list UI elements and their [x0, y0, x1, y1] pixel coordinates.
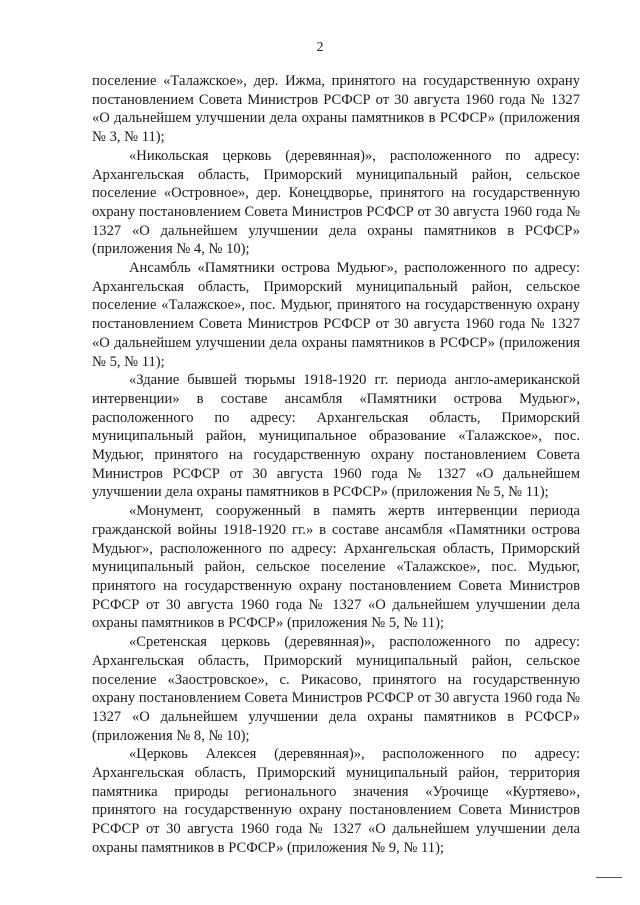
paragraph-alexey-church: «Церковь Алексея (деревянная)», расположенного по адресу: Архангельская область, Приморский муниципальный район, территория памятника природы регионального значения «Урочище «Куртяево», принятого на государственную охрану постановлением Совета Министров РСФСР от 30 августа 1960 года № 1327 «О дальнейшем улучшении дела охраны памятников в РСФСР» (приложения № 9, № 11);	[92, 746, 580, 856]
paragraph-prison-building: «Здание бывшей тюрьмы 1918-1920 гг. периода англо-американской интервенции» в составе ансамбля «Памятники острова Мудьюг», расположенного по адресу: Архангельская область, Приморский муниципальный район, муниципальное образование «Талажское», пос. Мудьюг, принятого на государственную охрану постановлением Совета Министров РСФСР от 30 августа 1960 года № 1327 «О дальнейшем улучшении дела охраны памятников в РСФСР» (приложения № 5, № 11);	[92, 372, 580, 501]
paragraph-sretenskaya-church: «Сретенская церковь (деревянная)», расположенного по адресу: Архангельская область, Приморский муниципальный район, сельское поселение «Заостровское», с. Рикасово, принятого на государственную охрану постановлением Совета Министров РСФСР от 30 августа 1960 года № 1327 «О дальнейшем улучшении дела охраны памятников в РСФСР» (приложения № 8, № 10);	[92, 634, 580, 744]
paragraph-mudyug-ensemble: Ансамбль «Памятники острова Мудьюг», расположенного по адресу: Архангельская область, Приморский муниципальный район, сельское поселение «Талажское», пос. Мудьюг, принятого на государственную охрану постановлением Совета Министров РСФСР от 30 августа 1960 года № 1327 «О дальнейшем улучшении дела охраны памятников в РСФСР» (приложения № 5, № 11);	[92, 260, 580, 370]
document-body	[92, 72, 580, 858]
paragraph-continuation: поселение «Талажское», дер. Ижма, принятого на государственную охрану постановлением Совета Министров РСФСР от 30 августа 1960 года № 1327 «О дальнейшем улучшении дела охраны памятников в РСФСР» (приложения № 3, № 11);	[92, 73, 580, 146]
footer-rule	[596, 877, 622, 878]
paragraph-nikolskaya-church: «Никольская церковь (деревянная)», расположенного по адресу: Архангельская область, Приморский муниципальный район, сельское поселение «Островное», дер. Конецдворье, принятого на государственную охрану постановлением Совета Министров РСФСР от 30 августа 1960 года № 1327 «О дальнейшем улучшении дела охраны памятников в РСФСР» (приложения № 4, № 10);	[92, 147, 580, 258]
page-number: 2	[316, 40, 324, 55]
paragraph-monument: «Монумент, сооруженный в память жертв интервенции периода гражданской войны 1918-1920 гг.» в составе ансамбля «Памятники острова Мудьюг», расположенного по адресу: Архангельская область, Приморский муниципальный район, сельское поселение «Талажское», пос. Мудьюг, принятого на государственную охрану постановлением Совета Министров РСФСР от 30 августа 1960 года № 1327 «О дальнейшем улучшении дела охраны памятников в РСФСР» (приложения № 5, № 11);	[92, 503, 580, 632]
